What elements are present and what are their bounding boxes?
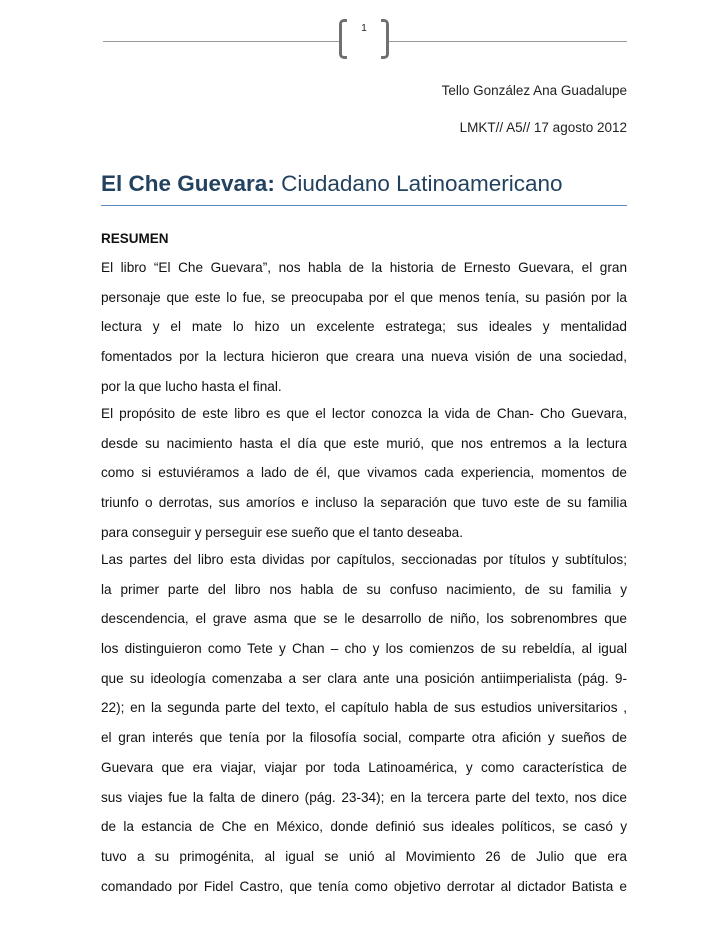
course-date-line: LMKT// A5// 17 agosto 2012 [459, 120, 627, 135]
paragraph-1 [101, 253, 627, 401]
author-name: Tello González Ana Guadalupe [441, 83, 627, 98]
page-number-bracket-left [339, 19, 347, 59]
paragraph-line: tuvo a su primogénita, al igual se unió al Movimiento 26 de Julio que era [101, 848, 627, 864]
title-underline [101, 205, 627, 206]
page-number-bracket-right [381, 19, 389, 59]
paragraph-line: El libro “El Che Guevara”, nos habla de la historia de Ernesto Guevara, el gran [101, 260, 627, 275]
header-rule-left [103, 41, 339, 42]
paragraph-line: personaje que este lo fue, se preocupaba por el que menos tenía, su pasión por la [101, 289, 627, 305]
paragraph-3 [101, 545, 627, 901]
paragraph-line: como si estuviéramos a lado de él, que vivamos cada experiencia, momentos de [101, 465, 627, 481]
paragraph-line: triunfo o derrotas, sus amoríos e incluso la separación que tuvo este de su familia [101, 495, 627, 511]
paragraph-line: Las partes del libro esta dividas por capítulos, seccionadas por títulos y subtítulos; [101, 552, 627, 567]
paragraph-line: los distinguieron como Tete y Chan – cho y los comienzos de su rebeldía, al igual [101, 641, 627, 657]
paragraph-line: por la que lucho hasta el final. [101, 378, 282, 394]
page-number: 1 [361, 23, 367, 34]
section-heading: RESUMEN [101, 231, 169, 246]
paragraph-line: el gran interés que tenía por la filosofía social, comparte otra afición y sueños de [101, 730, 627, 746]
paragraph-line: sus viajes fue la falta de dinero (pág. 23-34); en la tercera parte del texto, nos dice [101, 789, 627, 805]
header-rule-right [389, 41, 627, 42]
paragraph-line: la primer parte del libro nos habla de su confuso nacimiento, de su familia y [101, 581, 627, 597]
paragraph-line: 22); en la segunda parte del texto, el capítulo habla de sus estudios universitarios , [101, 700, 627, 716]
paragraph-line: Guevara que era viajar, viajar por toda Latinoamérica, y como característica de [101, 759, 627, 775]
paragraph-line: de la estancia de Che en México, donde definió sus ideales políticos, se casó y [101, 819, 627, 835]
paragraph-line: lectura y el mate lo hizo un excelente estratega; sus ideales y mentalidad [101, 319, 627, 335]
paragraph-line: descendencia, el grave asma que se le desarrollo de niño, los sobrenombres que [101, 611, 627, 627]
document-title-rest: Ciudadano Latinoamericano [274, 171, 563, 196]
document-title-bold: El Che Guevara: [101, 171, 275, 196]
paragraph-line: para conseguir y perseguir ese sueño que el tanto deseaba. [101, 524, 463, 540]
paragraph-2 [101, 399, 627, 547]
paragraph-line: fomentados por la lectura hicieron que creara una nueva visión de una sociedad, [101, 349, 627, 365]
paragraph-line: El propósito de este libro es que el lector conozca la vida de Chan- Cho Guevara, [101, 406, 627, 421]
paragraph-line: comandado por Fidel Castro, que tenía como objetivo derrotar al dictador Batista e [101, 878, 627, 894]
paragraph-line: desde su nacimiento hasta el día que este murió, que nos entremos a la lectura [101, 435, 627, 451]
document-title [101, 171, 563, 197]
paragraph-line: que su ideología comenzaba a ser clara ante una posición antiimperialista (pág. 9- [101, 670, 627, 686]
